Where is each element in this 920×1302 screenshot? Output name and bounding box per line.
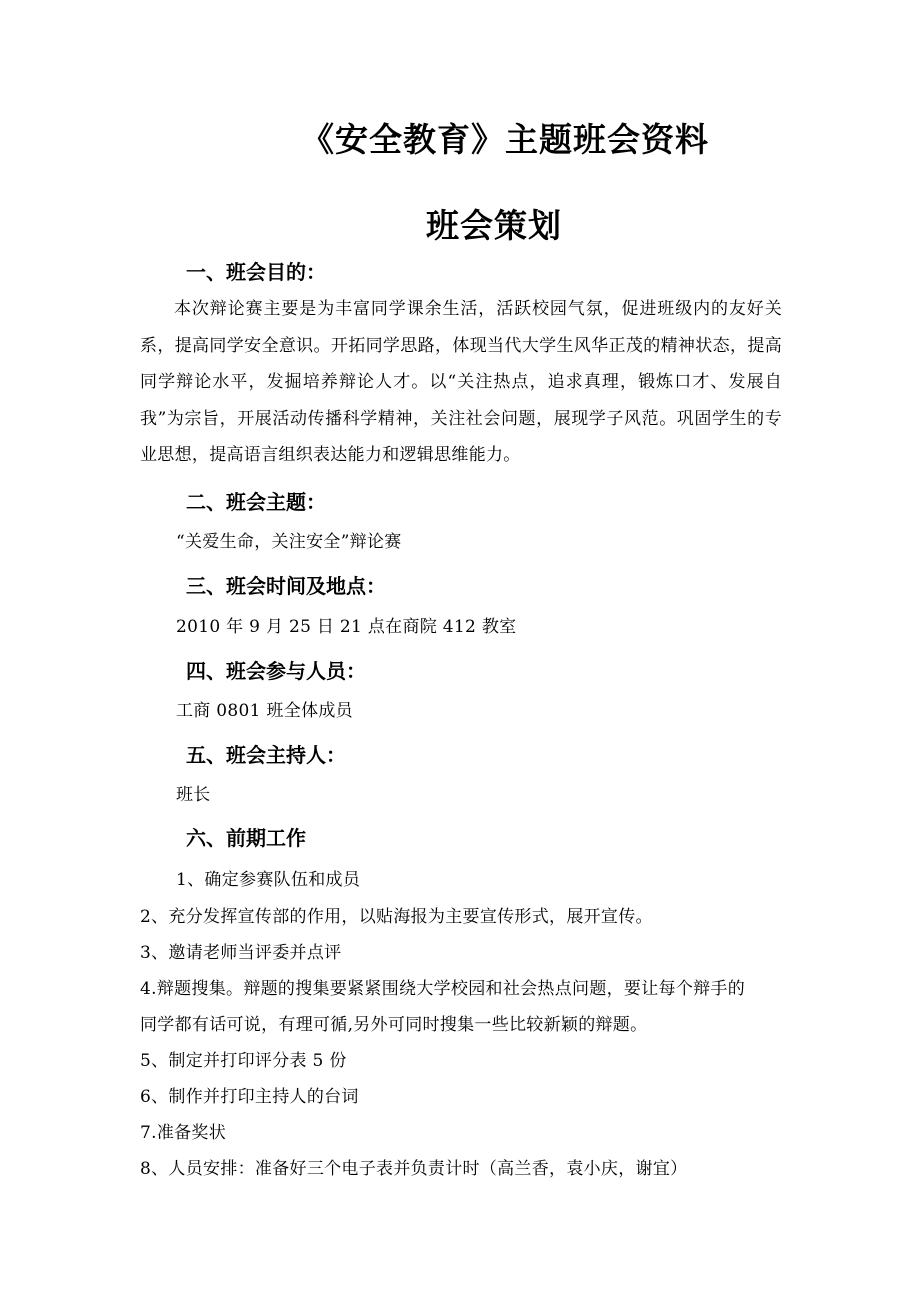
list-item: 8、人员安排：准备好三个电子表并负责计时（高兰香，袁小庆，谢宜） [140, 1159, 688, 1179]
section-content-theme: “关爱生命，关注安全”辩论赛 [176, 532, 402, 552]
section-content-host: 班长 [176, 785, 211, 805]
section-content-time-place: 2010 年 9 月 25 日 21 点在商院 412 教室 [176, 617, 517, 637]
section-heading-theme: 二、班会主题： [186, 490, 326, 514]
list-item: 5、制定并打印评分表 5 份 [140, 1051, 347, 1071]
list-item: 1、确定参赛队伍和成员 [176, 870, 361, 890]
list-item: 7.准备奖状 [140, 1123, 227, 1143]
list-item: 4.辩题搜集。辩题的搜集要紧紧围绕大学校园和社会热点问题，要让每个辩手的 [140, 979, 746, 999]
document-subtitle: 班会策划 [426, 206, 562, 245]
list-item: 6、制作并打印主持人的台词 [140, 1087, 359, 1107]
section-heading-host: 五、班会主持人： [186, 743, 346, 767]
section-heading-participants: 四、班会参与人员： [186, 659, 366, 683]
section-heading-purpose: 一、班会目的： [186, 260, 326, 284]
section-heading-preparation: 六、前期工作 [186, 826, 306, 850]
list-item: 3、邀请老师当评委并点评 [140, 943, 342, 963]
section-content-participants: 工商 0801 班全体成员 [176, 701, 353, 721]
list-item: 同学都有话可说，有理可循,另外可同时搜集一些比较新颖的辩题。 [140, 1015, 648, 1035]
section-heading-time-place: 三、班会时间及地点： [186, 574, 386, 598]
list-item: 2、充分发挥宣传部的作用，以贴海报为主要宣传形式，展开宣传。 [140, 907, 653, 927]
section-content-purpose: 本次辩论赛主要是为丰富同学课余生活，活跃校园气氛，促进班级内的友好关系，提高同学安全意识。开拓同学思路，体现当代大学生风华正茂的精神状态，提高同学辩论水平，发掘培养辩论人才。以“关注热点，追求真理，锻炼口才、发展自我”为宗旨，开展活动传播科学精神，关注社会问题，展现学子风范。巩固学生的专业思想，提高语言组织表达能力和逻辑思维能力。 [140, 299, 782, 465]
document-title: 《安全教育》主题班会资料 [301, 120, 709, 159]
